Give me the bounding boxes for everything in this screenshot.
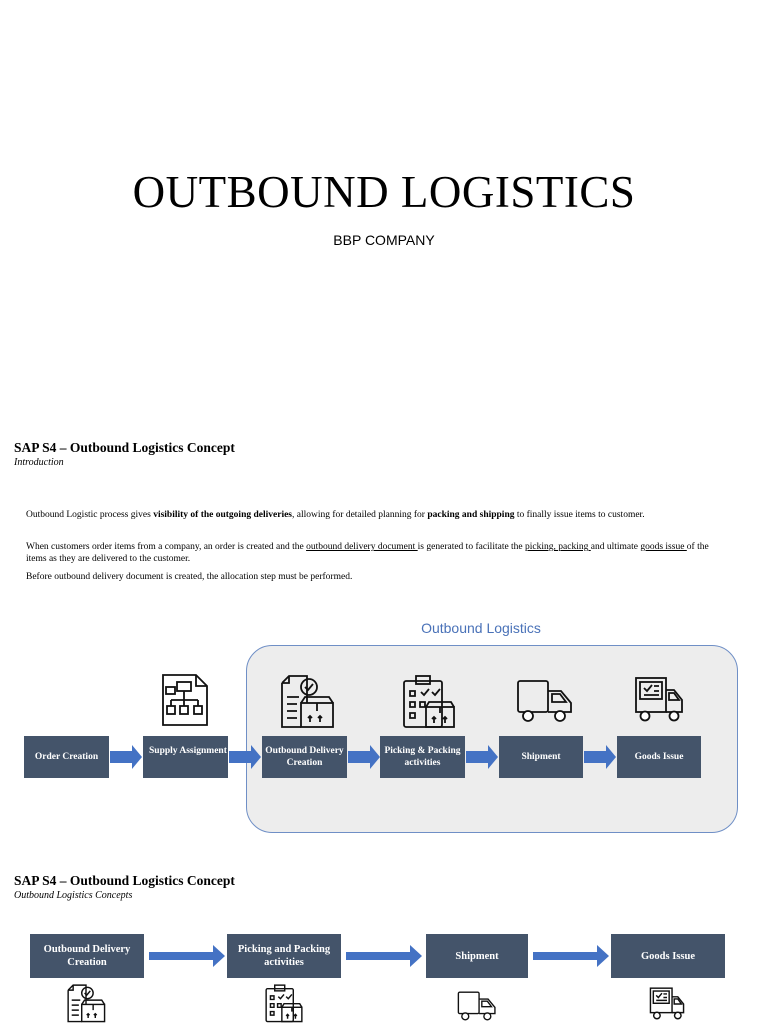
section-subheading: Introduction <box>14 457 64 468</box>
goods-issue-truck-icon-small <box>649 986 685 1022</box>
step-picking-packing-label: Picking & Packing activities <box>384 746 461 768</box>
step-outbound-delivery-creation-label: Outbound Delivery Creation <box>265 746 344 768</box>
step-outbound-delivery-creation <box>262 736 347 778</box>
truck-icon-small <box>457 990 497 1022</box>
concept-arrow-1 <box>149 945 225 967</box>
delivery-document-icon <box>279 673 335 729</box>
concept-step-goods-issue: Goods Issue <box>611 934 725 978</box>
goods-issue-truck-icon <box>634 676 684 724</box>
intro-paragraph-2: When customers order items from a company, an order is created and the outbound delivery document is generated to facilitate the picking, packing and ultimate goods issue of the items as they are delivered to the customer. <box>26 542 709 564</box>
concept-step-picking-packing: Picking and Packing activities <box>227 934 341 978</box>
intro-paragraph-3: Before outbound delivery document is created, the allocation step must be performed. <box>26 572 353 582</box>
step-supply-assignment: Supply Assignment <box>143 736 228 778</box>
flow-arrow-4 <box>466 745 498 769</box>
intro-paragraph-1: Outbound Logistic process gives visibility of the outgoing deliveries, allowing for detailed planning for packing and shipping to finally issue items to customer. <box>26 510 645 520</box>
flowchart-icon <box>160 673 210 727</box>
delivery-document-icon-small <box>66 983 106 1023</box>
section-heading: SAP S4 – Outbound Logistics Concept <box>14 440 235 455</box>
concept-step-outbound-delivery: Outbound Delivery Creation <box>30 934 144 978</box>
step-picking-packing <box>380 736 465 778</box>
flow-arrow-1 <box>110 745 142 769</box>
step-shipment: Shipment <box>499 736 583 778</box>
concept-arrow-3 <box>533 945 609 967</box>
picking-packing-icon-small <box>264 983 304 1023</box>
flow-arrow-3 <box>348 745 380 769</box>
step-goods-issue: Goods Issue <box>617 736 701 778</box>
picking-packing-icon <box>401 673 457 729</box>
concept-arrow-2 <box>346 945 422 967</box>
concept-step-shipment: Shipment <box>426 934 528 978</box>
step-order-creation: Order Creation <box>24 736 109 778</box>
slide-title: OUTBOUND LOGISTICS <box>132 167 636 217</box>
flow-arrow-2 <box>229 745 261 769</box>
section-heading-2: SAP S4 – Outbound Logistics Concept <box>14 873 235 888</box>
section-subheading-2: Outbound Logistics Concepts <box>14 890 133 901</box>
slide-subtitle: BBP COMPANY <box>333 232 435 248</box>
flow-arrow-5 <box>584 745 616 769</box>
panel-title: Outbound Logistics <box>421 620 541 636</box>
truck-icon <box>516 679 574 723</box>
